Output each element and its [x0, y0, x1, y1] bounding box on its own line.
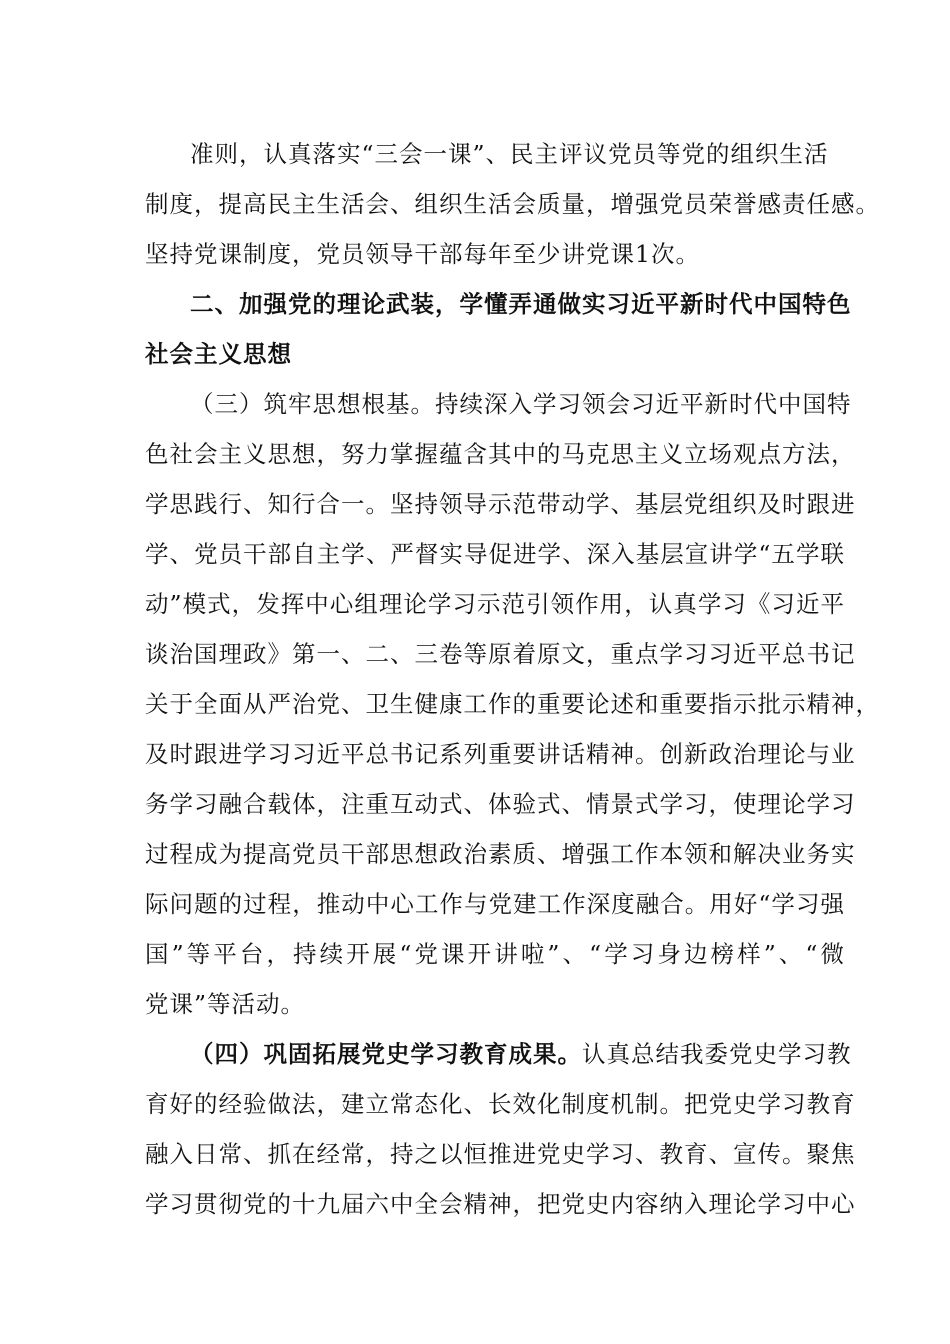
text-line: （三）筑牢思想根基。持续深入学习领会习近平新时代中国特 [190, 390, 852, 418]
text-line: 学、党员干部自主学、严督实导促进学、深入基层宣讲学“五学联 [145, 540, 845, 568]
subsection-line [190, 1039, 890, 1069]
text-line: 关于全面从严治党、卫生健康工作的重要论述和重要指示批示精神， [145, 690, 880, 718]
text-line: 色社会主义思想，努力掌握蕴含其中的马克思主义立场观点方法， [145, 440, 856, 468]
text-line: 动”模式，发挥中心组理论学习示范引领作用，认真学习《习近平 [145, 590, 845, 618]
text-line: 务学习融合载体，注重互动式、体验式、情景式学习，使理论学习 [145, 790, 856, 818]
text-line: 及时跟进学习习近平总书记系列重要讲话精神。创新政治理论与业 [145, 740, 856, 768]
text-line: 学习贯彻党的十九届六中全会精神，把党史内容纳入理论学习中心 [145, 1190, 856, 1218]
text-line: 党课”等活动。 [145, 990, 306, 1018]
subsection-text: 认真总结我委党史学习教 [582, 1040, 852, 1068]
text-line: 育好的经验做法，建立常态化、长效化制度机制。把党史学习教育 [145, 1090, 856, 1118]
text-line: 坚持党课制度，党员领导干部每年至少讲党课1次。 [145, 240, 700, 268]
text-line: 学思践行、知行合一。坚持领导示范带动学、基层党组织及时跟进 [145, 490, 856, 518]
subsection-heading: （四）巩固拓展党史学习教育成果。 [190, 1040, 582, 1068]
text-line: 国”等平台，持续开展“党课开讲啦”、“学习身边榜样”、“微 [145, 940, 845, 968]
text-line: 制度，提高民主生活会、组织生活会质量，增强党员荣誉感责任感。 [145, 190, 880, 218]
text-line: 过程成为提高党员干部思想政治素质、增强工作本领和解决业务实 [145, 840, 856, 868]
section-heading-continued: 社会主义思想 [145, 340, 292, 368]
section-heading: 二、加强党的理论武装，学懂弄通做实习近平新时代中国特色 [190, 290, 852, 318]
text-line: 谈治国理政》第一、二、三卷等原着原文，重点学习习近平总书记 [145, 640, 856, 668]
text-line: 际问题的过程，推动中心工作与党建工作深度融合。用好“学习强 [145, 890, 845, 918]
text-line: 融入日常、抓在经常，持之以恒推进党史学习、教育、宣传。聚焦 [145, 1140, 856, 1168]
text-line: 准则，认真落实“三会一课”、民主评议党员等党的组织生活 [190, 140, 829, 168]
